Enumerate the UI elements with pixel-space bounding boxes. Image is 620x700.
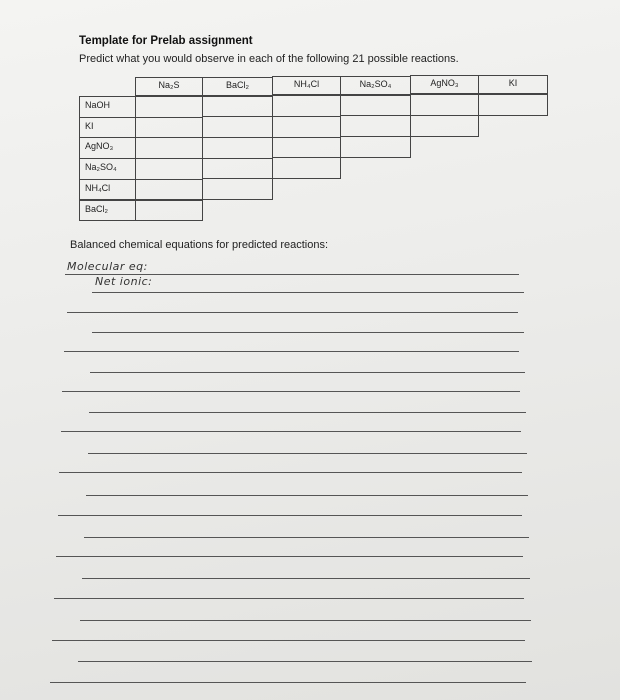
answer-line — [92, 332, 524, 333]
answer-line — [90, 372, 525, 373]
page-title: Template for Prelab assignment — [79, 35, 253, 47]
prediction-cell — [135, 179, 203, 201]
column-header: Na₂SO₄ — [340, 76, 411, 95]
instructions-text: Predict what you would observe in each of the following 21 possible reactions. — [79, 53, 459, 65]
answer-line — [67, 312, 518, 313]
prediction-cell — [202, 96, 273, 118]
answer-line — [52, 640, 525, 641]
answer-line — [62, 391, 520, 392]
row-header: NaOH — [79, 96, 136, 118]
answer-line — [61, 431, 521, 432]
row-header: AgNO₃ — [79, 137, 136, 159]
equations-heading: Balanced chemical equations for predicted reactions: — [70, 239, 329, 251]
answer-line — [78, 661, 532, 662]
answer-line — [56, 556, 523, 557]
answer-line — [84, 537, 529, 538]
answer-line — [64, 351, 519, 352]
answer-line — [58, 515, 522, 516]
prediction-cell — [135, 137, 203, 159]
answer-line — [65, 274, 519, 275]
answer-line — [89, 412, 526, 413]
prediction-cell — [478, 94, 548, 116]
prediction-cell — [272, 157, 341, 179]
prediction-cell — [340, 136, 411, 158]
prediction-cell — [135, 96, 203, 118]
prediction-cell — [135, 117, 203, 139]
prediction-cell — [340, 115, 411, 137]
handwritten-net-ionic-note: Net ionic: — [95, 275, 153, 288]
prediction-cell — [202, 137, 273, 159]
answer-line — [86, 495, 528, 496]
column-header: AgNO₃ — [410, 75, 479, 94]
prediction-cell — [340, 95, 411, 117]
prediction-cell — [202, 116, 273, 138]
prediction-cell — [410, 115, 479, 137]
row-header: NH₄Cl — [79, 179, 136, 201]
prediction-cell — [272, 116, 341, 138]
prediction-cell — [135, 200, 203, 222]
answer-line — [54, 598, 524, 599]
row-header: BaCl₂ — [79, 200, 136, 222]
column-header: BaCl₂ — [202, 77, 273, 96]
prediction-cell — [202, 178, 273, 200]
answer-line — [80, 620, 531, 621]
prediction-cell — [272, 137, 341, 159]
handwritten-molecular-note: Molecular eq: — [67, 260, 148, 273]
column-header: Na₂S — [135, 77, 203, 96]
answer-line — [50, 682, 526, 683]
prediction-cell — [202, 158, 273, 180]
answer-line — [82, 578, 530, 579]
prediction-cell — [135, 158, 203, 180]
answer-line — [59, 472, 522, 473]
column-header: KI — [478, 75, 548, 94]
answer-line — [92, 292, 524, 293]
prediction-cell — [272, 95, 341, 117]
row-header: KI — [79, 117, 136, 139]
row-header: Na₂SO₄ — [79, 158, 136, 180]
prediction-cell — [410, 94, 479, 116]
column-header: NH₄Cl — [272, 76, 341, 95]
answer-line — [88, 453, 527, 454]
